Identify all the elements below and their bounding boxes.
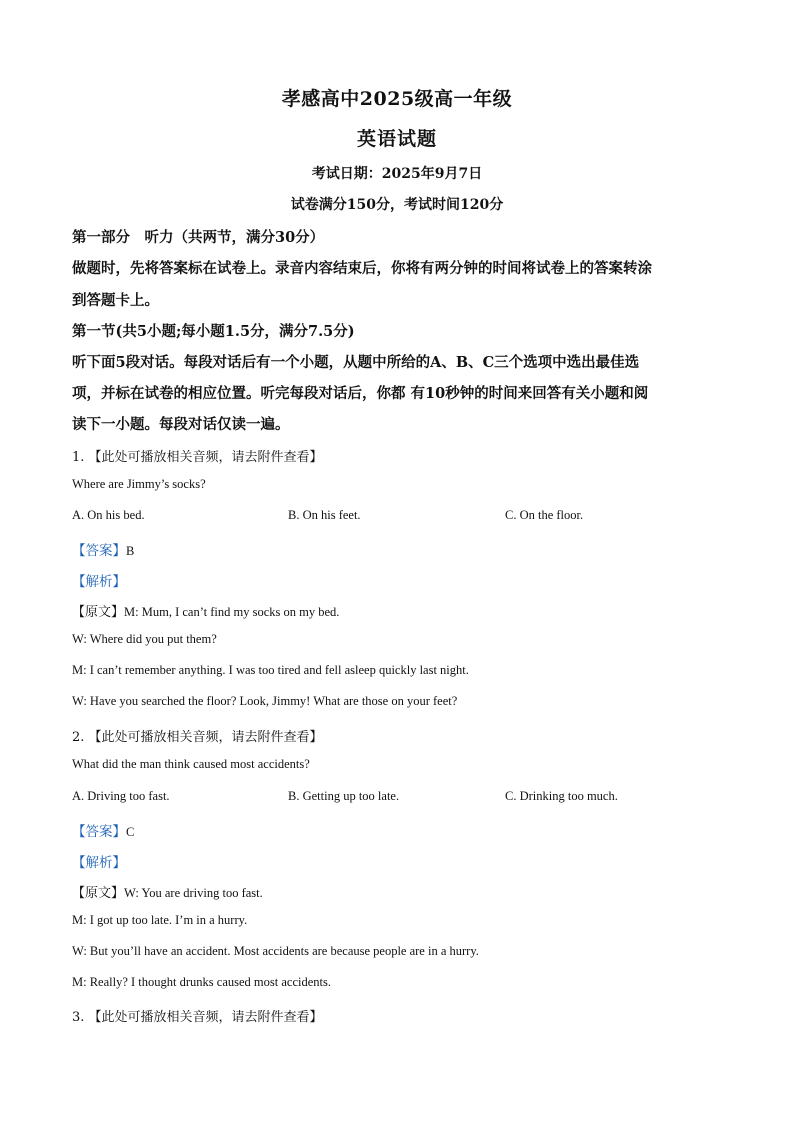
exam-score-time: 试卷满分150分，考试时间120分 <box>290 197 504 213</box>
question-1-answer <box>72 539 134 559</box>
answer-label: 【答案】 <box>72 824 126 840</box>
exam-title: 孝感高中2025级高一年级 <box>281 88 513 110</box>
question-2-audio-note[interactable]: 2. 【此处可播放相关音频，请去附件查看】 <box>72 730 323 745</box>
part1-instruction-line: 做题时，先将答案标在试卷上。录音内容结束后，你将有两分钟的时间将试卷上的答案转涂 <box>72 260 652 277</box>
question-2-option-b: B. Getting up too late. <box>288 789 400 803</box>
section1-instruction-line: 读下一小题。每段对话仅读一遍。 <box>72 416 290 433</box>
question-1-audio-note[interactable]: 1. 【此处可播放相关音频，请去附件查看】 <box>72 450 323 465</box>
answer-value: B <box>126 544 135 558</box>
question-2-option-a: A. Driving too fast. <box>72 789 170 803</box>
question-1-option-b: B. On his feet. <box>288 508 361 522</box>
question-1-text: Where are Jimmy’s socks? <box>72 477 206 491</box>
question-2-text: What did the man think caused most accidents? <box>72 757 310 771</box>
part1-heading: 第一部分 听力（共两节，满分30分） <box>72 229 325 246</box>
question-2-analysis-label: 【解析】 <box>72 855 126 871</box>
transcript-label: 【原文】 <box>72 605 125 620</box>
question-2-transcript-line: M: I got up too late. I’m in a hurry. <box>72 913 248 927</box>
question-1-transcript-line: M: I can’t remember anything. I was too tired and fell asleep quickly last night. <box>72 663 469 677</box>
exam-subject: 英语试题 <box>356 128 437 150</box>
question-1-transcript-line: W: Where did you put them? <box>72 632 217 646</box>
transcript-label: 【原文】 <box>72 886 125 901</box>
question-2-answer <box>72 820 134 840</box>
question-1-option-c: C. On the floor. <box>505 508 584 522</box>
part1-instruction-line: 到答题卡上。 <box>72 292 159 309</box>
question-2-transcript-line: W: But you’ll have an accident. Most accidents are because people are in a hurry. <box>72 944 479 958</box>
answer-value: C <box>126 825 135 839</box>
question-2-transcript-line <box>72 882 263 901</box>
question-3-audio-note[interactable]: 3. 【此处可播放相关音频，请去附件查看】 <box>72 1010 323 1025</box>
question-2-option-c: C. Drinking too much. <box>505 789 618 803</box>
question-1-analysis-label: 【解析】 <box>72 574 126 590</box>
exam-date: 考试日期：2025年9月7日 <box>311 166 483 182</box>
transcript-text: W: You are driving too fast. <box>124 886 263 900</box>
section1-heading: 第一节(共5小题;每小题1.5分，满分7.5分) <box>72 323 355 340</box>
transcript-text: M: Mum, I can’t find my socks on my bed. <box>124 605 340 619</box>
section1-instruction-line: 听下面5段对话。每段对话后有一个小题，从题中所给的A、B、C三个选项中选出最佳选 <box>72 354 640 371</box>
answer-label: 【答案】 <box>72 543 126 559</box>
question-2-transcript-line: M: Really? I thought drunks caused most accidents. <box>72 975 331 989</box>
section1-instruction-line: 项，并标在试卷的相应位置。听完每段对话后，你都 有10秒钟的时间来回答有关小题和阅 <box>72 385 649 402</box>
question-1-transcript-line <box>72 601 339 620</box>
question-1-option-a: A. On his bed. <box>72 508 145 522</box>
question-1-transcript-line: W: Have you searched the floor? Look, Jimmy! What are those on your feet? <box>72 694 458 708</box>
